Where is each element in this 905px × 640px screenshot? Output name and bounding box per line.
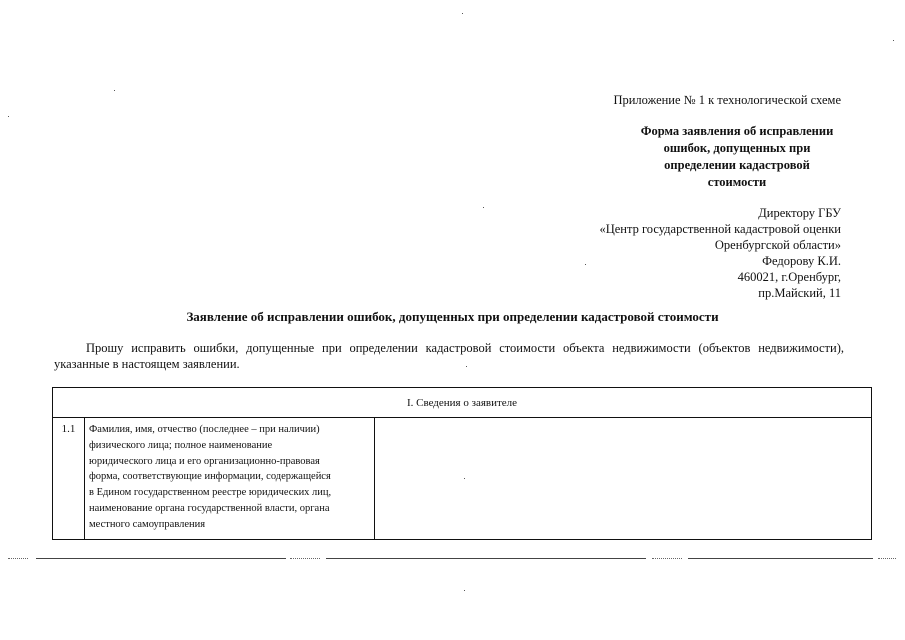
form-title-line: ошибок, допущенных при: [663, 141, 811, 155]
addressee-block: [599, 205, 841, 301]
appendix-label: Приложение № 1 к технологической схеме: [613, 93, 841, 107]
table-row: [53, 417, 871, 539]
row-description-line: юридического лица и его организационно-правовая: [89, 455, 320, 467]
section-header: I. Сведения о заявителе: [53, 388, 871, 418]
scan-line: [290, 558, 320, 559]
addressee-line: пр.Майский, 11: [758, 286, 841, 300]
scan-speck: [464, 478, 465, 479]
applicant-info-table: [52, 387, 872, 540]
scan-line: [36, 558, 286, 559]
scan-line: [688, 558, 873, 559]
scan-speck: [462, 13, 463, 14]
scan-speck: [8, 116, 9, 117]
scan-speck: [114, 90, 115, 91]
scan-speck: [893, 40, 894, 41]
scan-line: [8, 558, 28, 559]
addressee-line: Оренбургской области»: [714, 238, 841, 252]
request-line: указанные в настоящем заявлении.: [54, 357, 240, 371]
addressee-line: «Центр государственной кадастровой оценки: [599, 222, 841, 236]
row-description-line: наименование органа государственной власти, органа: [89, 502, 330, 514]
row-number: 1.1: [53, 417, 85, 539]
scan-speck: [464, 590, 465, 591]
form-title-line: Форма заявления об исправлении: [640, 124, 834, 138]
addressee-line: Федорову К.И.: [762, 254, 841, 268]
form-title: [612, 123, 862, 191]
scan-line: [326, 558, 646, 559]
row-description-line: местного самоуправления: [89, 518, 206, 530]
form-title-line: стоимости: [707, 175, 767, 189]
row-description: [85, 417, 375, 539]
addressee-line: 460021, г.Оренбург,: [737, 270, 841, 284]
request-line: Прошу исправить ошибки, допущенные при определении кадастровой стоимости объекта недвижимости (объектов недвижимости),: [86, 341, 844, 355]
form-title-line: определении кадастровой: [664, 158, 810, 172]
scan-line: [652, 558, 682, 559]
scan-speck: [585, 264, 586, 265]
row-description-line: Фамилия, имя, отчество (последнее – при наличии): [89, 424, 320, 435]
scan-line: [878, 558, 896, 559]
statement-title: Заявление об исправлении ошибок, допущенных при определении кадастровой стоимости: [186, 309, 719, 324]
scan-speck: [483, 207, 484, 208]
addressee-line: Директору ГБУ: [758, 206, 841, 220]
row-description-line: физического лица; полное наименование: [89, 439, 273, 451]
row-value-field[interactable]: [375, 417, 871, 539]
row-description-line: в Едином государственном реестре юридических лиц,: [89, 487, 332, 499]
request-paragraph: [54, 340, 844, 372]
row-description-line: форма, соответствующие информации, содержащейся: [89, 471, 331, 483]
scan-speck: [466, 366, 467, 367]
